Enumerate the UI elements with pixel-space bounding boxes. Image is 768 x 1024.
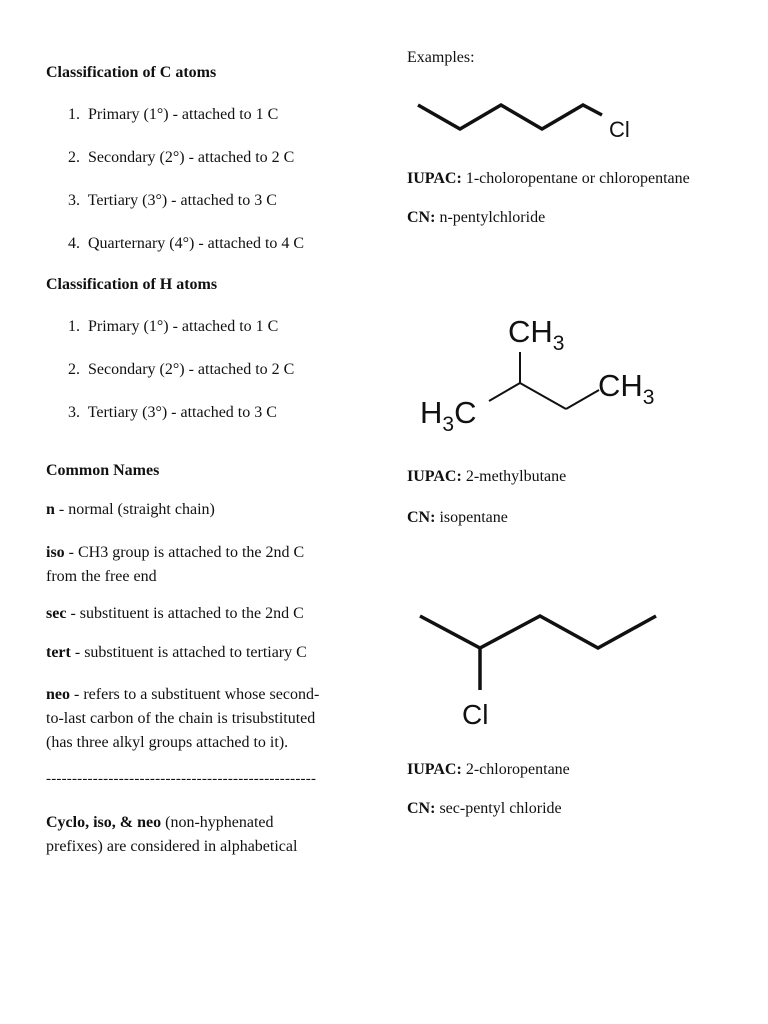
definition-text: - normal (straight chain) (54, 501, 215, 518)
c-atoms-item-2 (68, 149, 294, 167)
iupac-name: 2-chloropentane (461, 761, 570, 778)
h3c-left-label: $H_3C$ (420, 395, 477, 433)
example-3-cn (407, 800, 562, 818)
example-1-cn (407, 209, 545, 227)
example-3-iupac (407, 761, 570, 779)
ch3-right-label: $CH_3$ (598, 368, 655, 409)
example-2-cn (407, 509, 508, 527)
definition-text: - refers to a substituent whose second- (70, 686, 320, 703)
definition-text: - substituent is attached to the 2nd C (66, 605, 304, 622)
definition-sec (46, 605, 304, 623)
list-text: Secondary (2°) - attached to 2 C (88, 149, 295, 166)
cn-key: CN: (407, 509, 436, 526)
definition-text: - CH3 group is attached to the 2nd C (64, 544, 305, 561)
bond-right (566, 390, 599, 409)
c-atoms-item-1 (68, 106, 278, 124)
h-atoms-item-3 (68, 404, 277, 422)
cyclo-note (46, 811, 297, 859)
chlorine-atom-label: Cl (462, 699, 489, 730)
definition-text: - substituent is attached to tertiary C (70, 644, 307, 661)
definition-neo (46, 683, 319, 755)
cyclo-note-line2: prefixes) are considered in alphabetical (46, 838, 298, 855)
examples-label: Examples: (407, 49, 475, 66)
h-atoms-item-1 (68, 318, 278, 336)
cyclo-note-bold: Cyclo, iso, & neo (46, 814, 162, 831)
term: neo (46, 686, 70, 703)
h-atoms-item-2 (68, 361, 294, 379)
molecule-2-chloropentane (412, 606, 672, 736)
cn-key: CN: (407, 800, 436, 817)
c-atoms-item-4 (68, 235, 304, 253)
list-number: 3. (68, 192, 80, 209)
list-number: 2. (68, 361, 80, 378)
cn-key: CN: (407, 209, 436, 226)
list-text: Tertiary (3°) - attached to 3 C (87, 192, 277, 209)
definition-iso (46, 541, 304, 589)
example-1-iupac (407, 170, 690, 188)
carbon-chain (418, 105, 602, 129)
definition-text-line3: (has three alkyl groups attached to it). (46, 734, 289, 751)
iupac-key: IUPAC: (407, 468, 462, 485)
common-name: sec-pentyl chloride (435, 800, 562, 817)
ch3-top-label: $CH_3$ (508, 314, 565, 355)
molecule-1-chloropentane (410, 95, 660, 155)
term: sec (46, 605, 67, 622)
example-2-iupac (407, 468, 566, 486)
chlorine-atom-label: Cl (609, 117, 630, 142)
carbon-chain (420, 616, 656, 648)
list-text: Primary (1°) - attached to 1 C (88, 106, 279, 123)
c-atoms-item-3 (68, 192, 277, 210)
list-number: 3. (68, 404, 80, 421)
list-number: 1. (68, 318, 80, 335)
term: iso (46, 544, 65, 561)
list-text: Secondary (2°) - attached to 2 C (88, 361, 295, 378)
iupac-key: IUPAC: (407, 170, 462, 187)
definition-text-line2: to-last carbon of the chain is trisubstituted (46, 710, 316, 727)
bond-middle (520, 383, 566, 409)
list-number: 4. (68, 235, 80, 252)
term: tert (46, 644, 71, 661)
list-number: 1. (68, 106, 80, 123)
common-name: isopentane (435, 509, 508, 526)
list-text: Tertiary (3°) - attached to 3 C (87, 404, 277, 421)
section-divider: ---------------------------------------------------- (46, 771, 317, 787)
molecule-2-methylbutane (418, 308, 688, 433)
definition-n (46, 501, 215, 519)
iupac-name: 2-methylbutane (461, 468, 567, 485)
term: n (46, 501, 55, 518)
h-atoms-heading: Classification of H atoms (46, 276, 218, 293)
definition-tert (46, 644, 307, 662)
list-text: Quarternary (4°) - attached to 4 C (88, 235, 305, 252)
list-text: Primary (1°) - attached to 1 C (88, 318, 279, 335)
c-atoms-heading: Classification of C atoms (46, 64, 217, 81)
common-name: n-pentylchloride (435, 209, 546, 226)
iupac-key: IUPAC: (407, 761, 462, 778)
cyclo-note-text: (non-hyphenated (161, 814, 274, 831)
list-number: 2. (68, 149, 80, 166)
bond-left (489, 383, 520, 401)
iupac-name: 1-choloropentane or chloropentane (461, 170, 690, 187)
common-names-heading: Common Names (46, 462, 160, 479)
definition-text-line2: from the free end (46, 568, 157, 585)
